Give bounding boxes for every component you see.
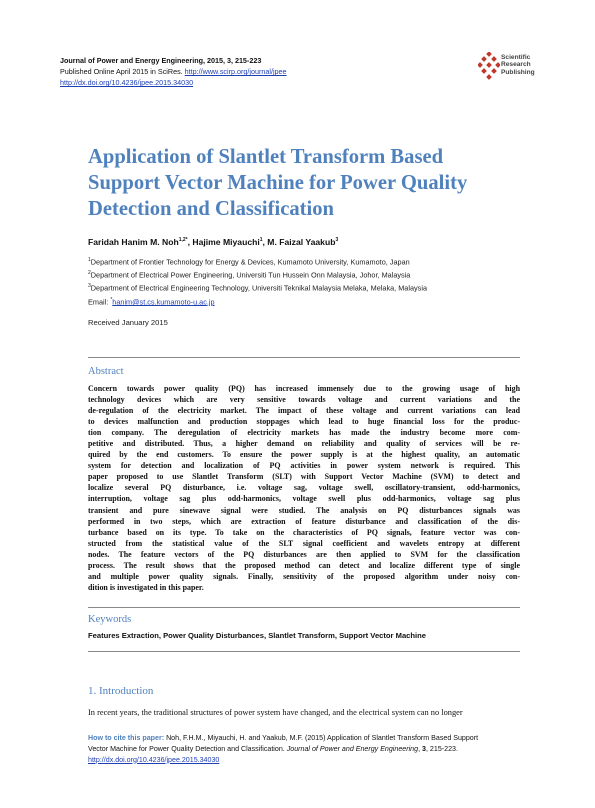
abstract-line: quired by the end customers. To ensure the power supply is at the highest quality, an automatic: [88, 450, 520, 460]
abstract-line: localize several PQ disturbance, i.e. voltage sag, voltage swell, oscillatory-transient, odd-harmonics,: [88, 483, 520, 493]
abstract-line: paper proposed to use Slantlet Transform (SLT) with Support Vector Machine (SVM) to detect and: [88, 472, 520, 482]
logo-text: [501, 54, 535, 76]
citation-footer: How to cite this paper: Noh, F.H.M., Miyauchi, H. and Yaakub, M.F. (2015) Application of Slantlet Transform Based Support Vector Machine for Power Quality Detection and Classification. Journal of Power and Energy Engineering, 3, 215-223. http://dx.doi.org/10.4236/jpee.2015.34030: [88, 734, 479, 764]
abstract-line: process. The result shows that the proposed method can detect and localize different type of single: [88, 560, 520, 570]
cite-label: How to cite this paper:: [88, 734, 165, 742]
divider: [88, 607, 520, 608]
title-line: Application of Slantlet Transform Based: [88, 146, 444, 168]
journal-header: [60, 55, 287, 88]
published-online: Published Online April 2015 in SciRes.: [60, 67, 183, 76]
logo-line: Publishing: [501, 68, 535, 76]
abstract-body: [88, 383, 520, 593]
affiliations: [88, 255, 427, 308]
abstract-line: system for detection and localization of PQ activities in power system network is required. This: [88, 461, 520, 471]
email-sup: *: [110, 296, 113, 303]
affiliation: $^1$Department of Frontier Technology for Energy & Devices, Kumamoto University, Kumamoto, Japan: [88, 257, 410, 267]
affiliation: $^3$Department of Electrical Engineering Technology, Universiti Teknikal Malaysia Melaka, Melaka, Malaysia: [88, 283, 427, 293]
abstract-heading: Abstract: [88, 366, 124, 377]
abstract-line: transient and pure sinewave signal were studied. The analysis on PQ disturbances signals was: [88, 505, 520, 515]
abstract-line: Concern towards power quality (PQ) has increased immensely due to the growing usage of high: [88, 384, 520, 393]
abstract-line: and multiple power quality signals. Finally, sensitivity of the proposed algorithm under noisy con-: [88, 571, 520, 581]
journal-citation: Journal of Power and Energy Engineering, 2015, 3, 215-223: [60, 56, 262, 65]
abstract-line: technology devices which are very sensitive towards voltage and current variations and the: [88, 395, 520, 405]
author-list: [88, 237, 338, 247]
author-sup: 1,2*: [178, 237, 188, 244]
author-sup: 1: [259, 237, 263, 244]
logo-line: Scientific: [501, 54, 531, 61]
abstract-line: interruption, voltage sag plus odd-harmonics, voltage swell plus odd-harmonics, voltage sag plus: [88, 494, 520, 504]
title-line: Support Vector Machine for Power Quality: [88, 172, 468, 194]
divider: [88, 651, 520, 652]
abstract-line: turbance based on its type. To take on the characteristics of PQ signals, feature vector was con-: [88, 527, 520, 537]
keywords-list: Features Extraction, Power Quality Disturbances, Slantlet Transform, Support Vector Machine: [88, 631, 427, 640]
scirp-logo-icon: [478, 52, 500, 82]
footer-doi-link[interactable]: http://dx.doi.org/10.4236/jpee.2015.34030: [88, 755, 220, 764]
author-sup: 3: [335, 237, 339, 244]
email-line: [88, 295, 427, 308]
abstract-line: tion company. The deregulation of electricity markets has made the industry become more com-: [88, 428, 520, 438]
introduction-text: In recent years, the traditional structures of power system have changed, and the electrical system can no longer: [88, 708, 463, 717]
received-date: Received January 2015: [88, 318, 168, 327]
cite-journal: Journal of Power and Energy Engineering: [286, 744, 419, 753]
cite-pages: , 215-223.: [425, 744, 458, 753]
keywords-heading: Keywords: [88, 614, 132, 625]
abstract-line: dition is investigated in this paper.: [88, 582, 204, 592]
logo-line: Research: [501, 61, 531, 69]
abstract-line: to devices malfunction and production stoppages which lead to huge financial loss for the produc-: [88, 417, 520, 427]
author-name: , M. Faizal Yaakub: [262, 237, 336, 247]
header-doi-link[interactable]: http://dx.doi.org/10.4236/jpee.2015.34030: [60, 78, 194, 87]
author-name: Faridah Hanim M. Noh: [88, 237, 179, 247]
email-label: Email:: [88, 297, 109, 307]
affiliation: $^2$Department of Electrical Power Engineering, Universiti Tun Hussein Onn Malaysia, Johor, Malaysia: [88, 270, 411, 280]
section-heading-introduction: 1. Introduction: [88, 685, 154, 697]
abstract-line: de-regulation of the electricity market. The impact of these voltage and current variations can lead: [88, 406, 520, 416]
abstract-line: nodes. The feature vectors of the PQ disturbances are then applied to SVM for the classification: [88, 549, 520, 559]
publisher-logo: [478, 52, 548, 86]
cite-text: Vector Machine for Power Quality Detection and Classification.: [88, 744, 285, 753]
title-line: Detection and Classification: [88, 198, 334, 220]
cite-volume: 3: [422, 744, 426, 753]
abstract-line: structed from the statistical value of the SLT signal coefficient and wavelets entropy at different: [88, 538, 520, 548]
paper-title: [88, 144, 528, 222]
divider: [88, 357, 520, 358]
cite-text: Noh, F.H.M., Miyauchi, H. and Yaakub, M.F. (2015) Application of Slantlet Transform Based Support: [166, 734, 479, 742]
author-name: , Hajime Miyauchi: [187, 237, 260, 247]
abstract-line: performed in two steps, which are extraction of feature disturbance and classification of the dis-: [88, 516, 520, 526]
journal-link[interactable]: http://www.scirp.org/journal/jpee: [184, 67, 287, 76]
abstract-line: petitive and distributed. Thus, a higher demand on reliability and quality of services will be re-: [88, 439, 520, 449]
email-link[interactable]: hanim@st.cs.kumamoto-u.ac.jp: [112, 297, 215, 307]
